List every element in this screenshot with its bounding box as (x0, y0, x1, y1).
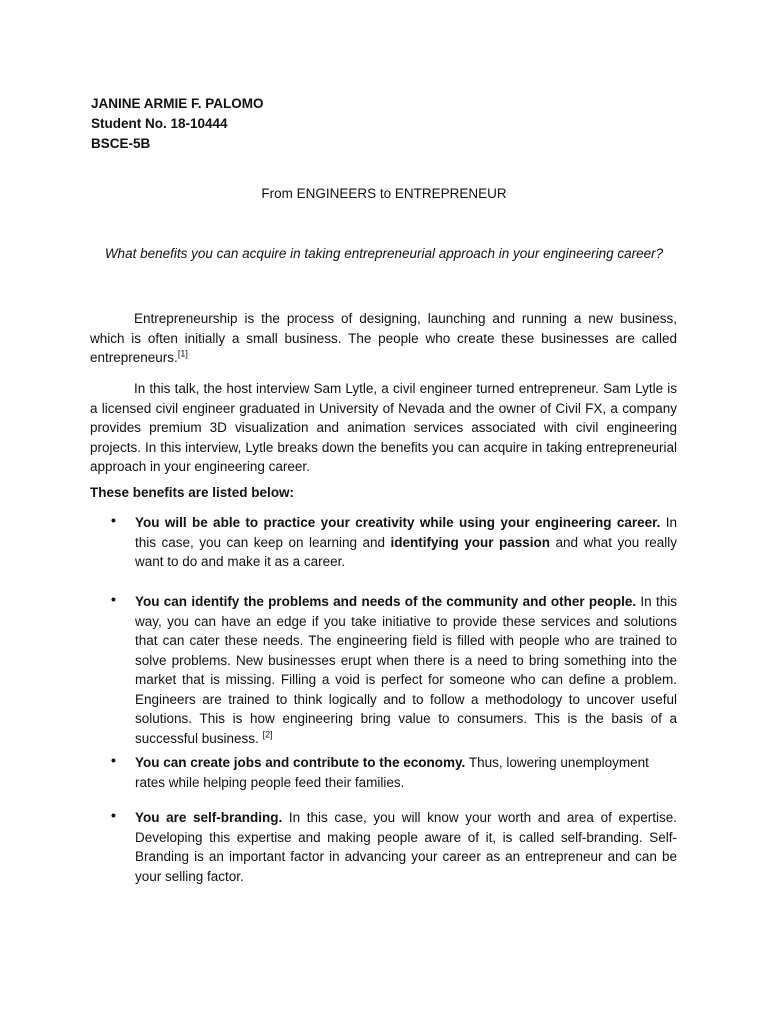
paragraph-2 (90, 379, 677, 477)
bullet-marker: • (111, 591, 116, 607)
bullet-marker: • (111, 807, 116, 823)
paragraph-1-text: Entrepreneurship is the process of designing, launching and running a new business, which is often initially a small business. The people who create these businesses are called entrepreneurs. (90, 311, 677, 365)
list-item-1-text: In this case, you can keep on learning and (135, 515, 678, 550)
bullet-marker: • (111, 752, 116, 768)
list-item-1-bold-b: identifying your passion (390, 534, 550, 550)
list-heading: These benefits are listed below: (90, 485, 295, 500)
reference-1: [1] (177, 348, 188, 359)
list-item-1-bold: You will be able to practice your creativity while using your engineering career. (135, 515, 661, 530)
document-title: From ENGINEERS to ENTREPRENEUR (261, 186, 507, 201)
list-item-2-bold: You can identify the problems and needs of the community and other people. (135, 594, 637, 609)
paragraph-2-text: In this talk, the host interview Sam Lytle, a civil engineer turned entrepreneur. Sam Lytle is a licensed civil engineer graduated in University of Nevada and the owner of Civil FX, a company provides premium 3D visualization and animation services associated with civil engineering projects. In this interview, Lytle breaks down the benefits you can acquire in taking entrepreneurial approach in your engineering career. (90, 381, 677, 474)
list-item-1-text-b: and what you really want to do and make it as a career. (135, 534, 677, 569)
list-item-3 (135, 753, 655, 792)
guiding-question: What benefits you can acquire in taking entrepreneurial approach in your engineering career? (104, 246, 664, 261)
list-item-4-text: In this case, you will know your worth and area of expertise. Developing this expertise and making people aware of it, is called self-branding. Self-Branding is an important factor in advancing your career as an entrepreneur and can be your selling factor. (135, 810, 677, 884)
paragraph-1 (90, 309, 677, 368)
list-item-4 (135, 808, 677, 886)
author-name: JANINE ARMIE F. PALOMO (91, 96, 264, 111)
list-item-2 (135, 592, 677, 748)
list-item-3-bold: You can create jobs and contribute to the economy. (135, 755, 466, 770)
list-item-1 (135, 513, 677, 572)
reference-2: [2] (262, 729, 273, 739)
section-label: BSCE-5B (91, 136, 151, 151)
bullet-marker: • (111, 512, 116, 528)
list-item-3-text: Thus, lowering unemployment rates while helping people feed their families. (135, 755, 649, 790)
list-item-4-bold: You are self-branding. (135, 810, 283, 825)
student-number: Student No. 18-10444 (91, 116, 228, 131)
list-item-2-text: In this way, you can have an edge if you take initiative to provide these services and solutions that can cater these needs. The engineering field is filled with people who are trained to solve problems. New businesses erupt when there is a need to bring something into the market that is missing. Filling a void is perfect for someone who can define a problem. Engineers are trained to think logically and to follow a methodology to uncover useful solutions. This is how engineering bring value to consumers. This is the basis of a successful business. (135, 594, 677, 746)
